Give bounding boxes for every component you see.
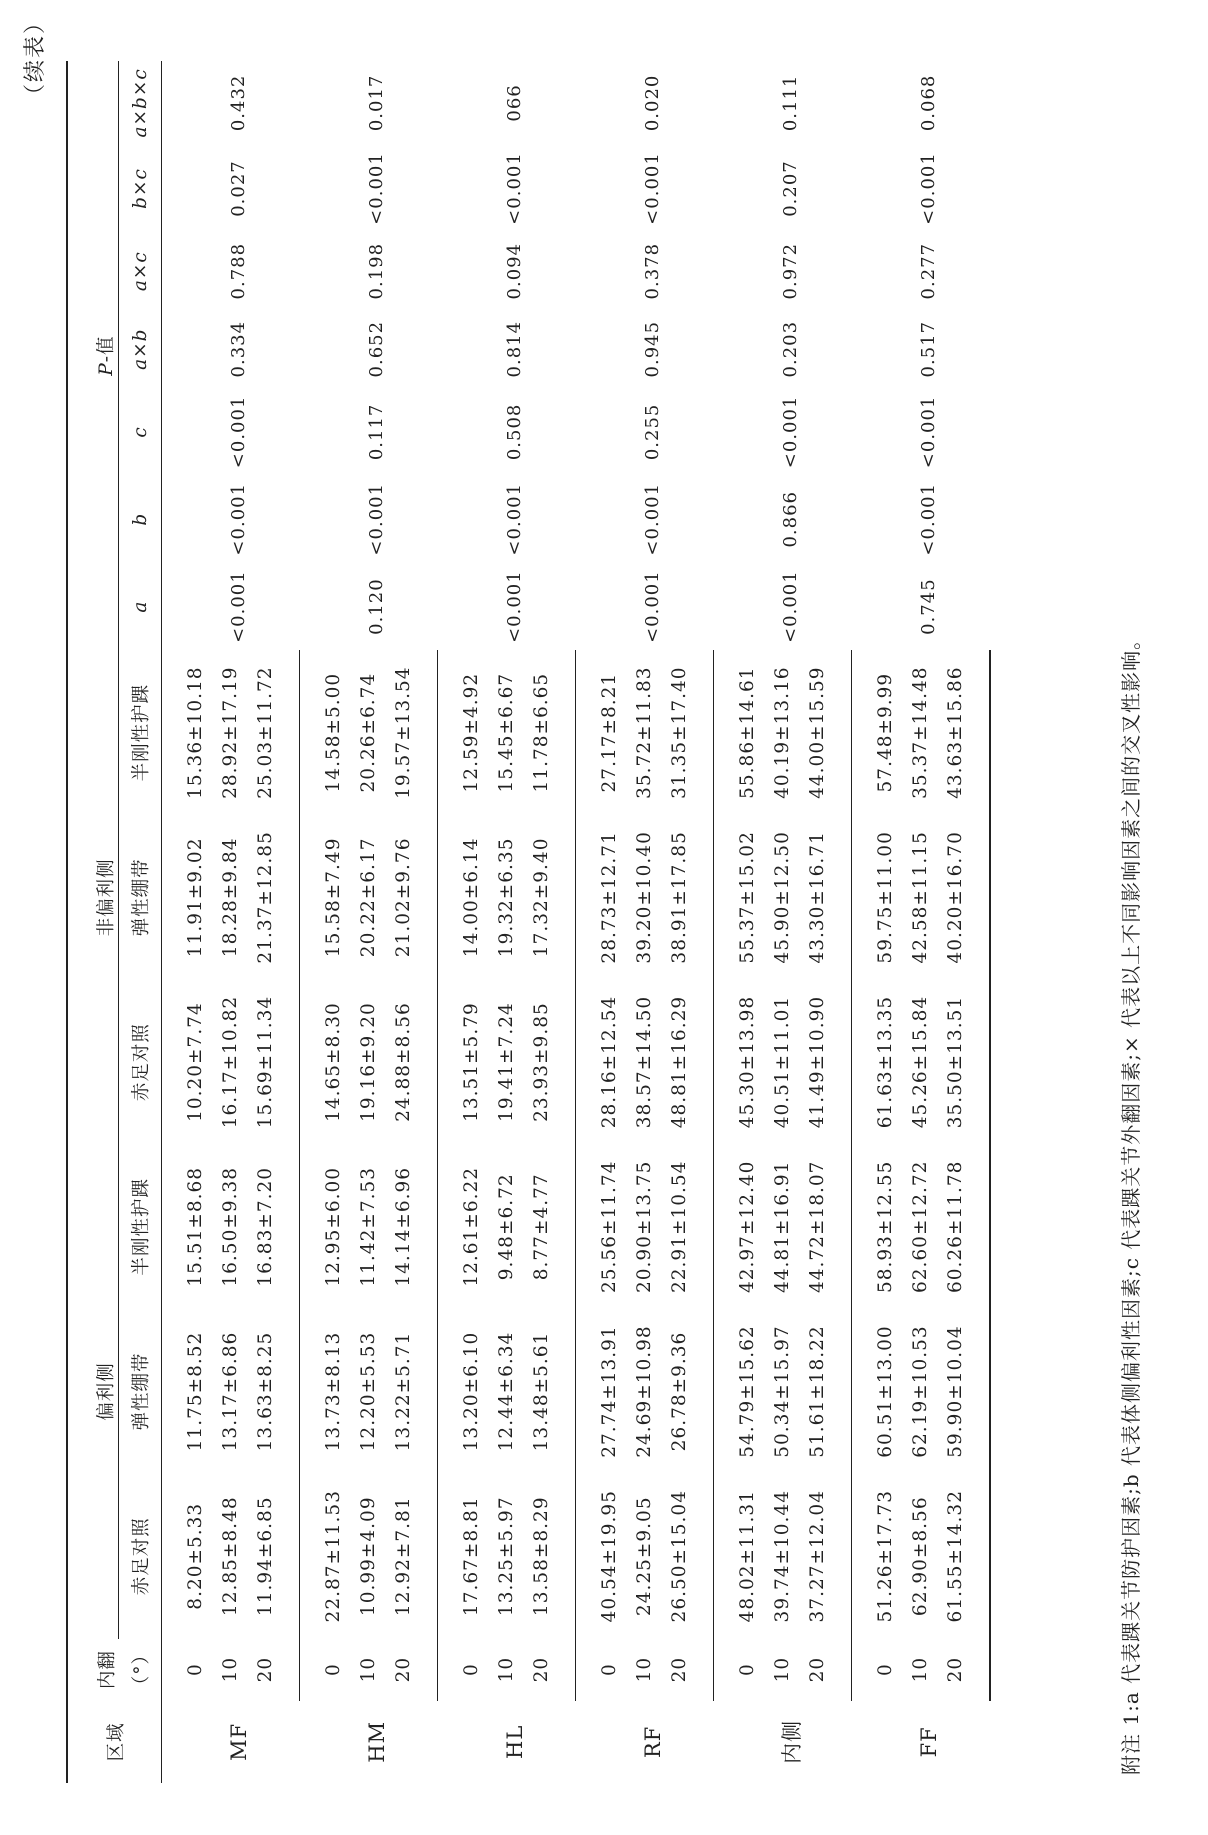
dominant-value-cell: 16.50±9.38	[220, 1166, 241, 1287]
table-row	[438, 61, 490, 1783]
nondominant-value-cell: 21.37±12.85	[248, 815, 300, 980]
header-region: 区域	[67, 1701, 162, 1783]
header-cond-nondom-1: 弹性绷带	[119, 815, 162, 980]
nondominant-value-cell: 31.35±17.40	[662, 650, 714, 815]
dominant-value-cell: 44.81±16.91	[772, 1160, 793, 1294]
p-value-cell: 0.972	[780, 242, 801, 300]
region-cell: FF	[916, 1726, 941, 1758]
p-symbol: P	[96, 362, 117, 376]
p-value-cell: <0.001	[918, 152, 940, 225]
region-cell: HM	[364, 1720, 389, 1763]
dominant-value-cell: 60.26±11.78	[938, 1144, 990, 1309]
header-cond-nondom-0: 赤足对照	[119, 980, 162, 1145]
region-group	[576, 61, 714, 1783]
nondominant-value-cell: 28.92±17.19	[220, 666, 241, 799]
nondominant-value-cell: 16.17±10.82	[220, 995, 241, 1129]
nondominant-value-cell: 11.91±9.02	[185, 837, 206, 958]
header-dominant-side: 偏利侧	[67, 1144, 119, 1638]
inversion-angle-cell: 20	[938, 1639, 990, 1701]
dominant-value-cell: 37.27±12.04	[800, 1474, 852, 1639]
nondominant-value-cell: 44.00±15.59	[800, 650, 852, 815]
nondominant-value-cell: 59.75±11.00	[875, 831, 896, 964]
nondominant-value-cell: 48.81±16.29	[662, 980, 714, 1145]
inversion-angle-cell: 20	[248, 1639, 300, 1701]
inversion-angle-cell: 10	[634, 1656, 655, 1683]
dominant-value-cell: 12.95±6.00	[323, 1166, 344, 1287]
dominant-value-cell: 13.17±6.86	[220, 1331, 241, 1452]
p-value-cell: 0.120	[366, 578, 387, 635]
dominant-value-cell: 39.74±10.44	[772, 1490, 793, 1623]
region-group	[300, 61, 438, 1783]
header-factor-3: a×b	[119, 310, 162, 388]
nondominant-value-cell: 25.03±11.72	[248, 650, 300, 815]
table-row	[162, 61, 214, 1783]
region-group	[438, 61, 576, 1783]
nondominant-value-cell: 18.28±9.84	[220, 837, 241, 958]
nondominant-value-cell: 42.58±11.15	[910, 831, 931, 964]
p-value-cell: 0.432	[228, 74, 250, 132]
p-value-cell: 0.255	[642, 403, 663, 461]
dominant-value-cell: 13.58±8.29	[524, 1474, 576, 1639]
p-value-cell: <0.001	[642, 152, 663, 225]
nondominant-value-cell: 40.19±13.16	[772, 666, 793, 799]
nondominant-value-cell: 38.91±17.85	[662, 815, 714, 980]
inversion-angle-cell: 20	[386, 1639, 438, 1701]
header-cond-nondom-2: 半刚性护踝	[119, 650, 162, 815]
dominant-value-cell: 11.75±8.52	[185, 1331, 206, 1452]
nondominant-value-cell: 23.93±9.85	[524, 980, 576, 1145]
header-factor-2: c	[119, 388, 162, 475]
p-value-cell: 0.334	[228, 320, 250, 378]
p-value-cell: <0.001	[642, 570, 663, 643]
nondominant-value-cell: 55.37±15.02	[737, 831, 758, 964]
dominant-value-cell: 11.42±7.53	[358, 1166, 379, 1287]
dominant-value-cell: 62.19±10.53	[910, 1325, 931, 1458]
p-value-cell: <0.001	[228, 395, 250, 469]
p-value-cell: 0.094	[504, 242, 525, 300]
dominant-value-cell: 8.20±5.33	[185, 1502, 206, 1610]
nondominant-value-cell: 17.32±9.40	[524, 815, 576, 980]
header-factor-4: a×c	[119, 232, 162, 310]
p-value-cell: 0.207	[780, 160, 801, 217]
dominant-value-cell: 54.79±15.62	[737, 1325, 758, 1458]
dominant-value-cell: 9.48±6.72	[496, 1173, 517, 1281]
dominant-value-cell: 58.93±12.55	[875, 1160, 896, 1294]
inversion-angle-cell: 20	[800, 1639, 852, 1701]
inversion-angle-cell: 0	[323, 1663, 344, 1677]
dominant-value-cell: 61.55±14.32	[938, 1474, 990, 1639]
dominant-value-cell: 13.63±8.25	[248, 1309, 300, 1474]
dominant-value-cell: 25.56±11.74	[599, 1160, 620, 1294]
p-value-cell: <0.001	[504, 570, 525, 643]
inversion-angle-cell: 0	[875, 1663, 896, 1677]
dominant-value-cell: 59.90±10.04	[938, 1309, 990, 1474]
region-cell: MF	[226, 1722, 251, 1761]
nondominant-value-cell: 20.26±6.74	[358, 672, 379, 793]
p-value-cell: <0.001	[918, 482, 940, 556]
dominant-value-cell: 16.83±7.20	[248, 1144, 300, 1309]
p-value-cell: 0.068	[918, 74, 940, 132]
nondominant-value-cell: 38.57±14.50	[634, 995, 655, 1129]
nondominant-value-cell: 61.63±13.35	[875, 995, 896, 1129]
p-value-cell: <0.001	[228, 482, 250, 556]
dominant-value-cell: 24.69±10.98	[634, 1325, 655, 1458]
inversion-angle-cell: 0	[461, 1663, 482, 1677]
dominant-value-cell: 12.92±7.81	[386, 1474, 438, 1639]
header-factor-5: b×c	[119, 145, 162, 232]
dominant-value-cell: 22.87±11.53	[323, 1490, 344, 1623]
nondominant-value-cell: 20.22±6.17	[358, 837, 379, 958]
region-group	[852, 61, 991, 1783]
p-value-cell: 0.378	[642, 242, 663, 300]
dominant-value-cell: 20.90±13.75	[634, 1160, 655, 1294]
table-row	[300, 61, 352, 1783]
nondominant-value-cell: 15.36±10.18	[185, 666, 206, 799]
inversion-angle-cell: 20	[662, 1639, 714, 1701]
p-value-cell: <0.001	[780, 395, 801, 469]
nondominant-value-cell: 15.69±11.34	[248, 980, 300, 1145]
dominant-value-cell: 26.50±15.04	[662, 1474, 714, 1639]
p-value-cell: 0.652	[366, 320, 387, 378]
nondominant-value-cell: 14.00±6.14	[461, 837, 482, 958]
dominant-value-cell: 13.20±6.10	[461, 1331, 482, 1452]
dominant-value-cell: 40.54±19.95	[599, 1490, 620, 1623]
header-factor-6: a×b×c	[119, 61, 162, 145]
inversion-angle-cell: 10	[772, 1656, 793, 1683]
inversion-angle-cell: 0	[185, 1663, 206, 1677]
dominant-value-cell: 42.97±12.40	[737, 1160, 758, 1294]
nondominant-value-cell: 27.17±8.21	[599, 672, 620, 793]
nondominant-value-cell: 19.57±13.54	[386, 650, 438, 815]
p-value-cell: 0.814	[504, 320, 525, 378]
continued-label: （续表）	[23, 10, 48, 107]
nondominant-value-cell: 57.48±9.99	[875, 672, 896, 793]
nondominant-value-cell: 10.20±7.74	[185, 1002, 206, 1122]
table-row	[576, 61, 628, 1783]
nondominant-value-cell: 12.59±4.92	[461, 672, 482, 793]
nondominant-value-cell: 39.20±10.40	[634, 831, 655, 964]
dominant-value-cell: 12.44±6.34	[496, 1331, 517, 1452]
nondominant-value-cell: 15.45±6.67	[496, 672, 517, 793]
p-value-cell: 0.020	[642, 74, 663, 132]
p-value-cell: 0.508	[504, 403, 525, 461]
nondominant-value-cell: 14.65±8.30	[323, 1002, 344, 1122]
dominant-value-cell: 10.99±4.09	[358, 1496, 379, 1617]
nondominant-value-cell: 35.50±13.51	[938, 980, 990, 1145]
p-value-cell: 0.017	[366, 74, 387, 132]
nondominant-value-cell: 13.51±5.79	[461, 1002, 482, 1122]
inversion-angle-cell: 10	[358, 1656, 379, 1683]
p-value-cell: 0.203	[780, 320, 801, 378]
header-inversion: 内翻	[67, 1639, 119, 1701]
p-value-cell: <0.001	[504, 152, 525, 225]
dominant-value-cell: 27.74±13.91	[599, 1325, 620, 1458]
p-value-cell: <0.001	[366, 152, 387, 225]
nondominant-value-cell: 40.51±11.01	[772, 995, 793, 1129]
inversion-angle-cell: 10	[496, 1656, 517, 1683]
inversion-angle-cell: 0	[599, 1663, 620, 1677]
dominant-value-cell: 62.90±8.56	[910, 1496, 931, 1617]
p-value-cell: 0.277	[918, 242, 940, 300]
header-p-value	[67, 61, 119, 650]
dominant-value-cell: 51.61±18.22	[800, 1309, 852, 1474]
p-value-cell: <0.001	[642, 482, 663, 556]
dominant-value-cell: 44.72±18.07	[800, 1144, 852, 1309]
nondominant-value-cell: 11.78±6.65	[524, 650, 576, 815]
p-value-cell: <0.001	[504, 482, 525, 556]
dominant-value-cell: 24.25±9.05	[634, 1496, 655, 1617]
dominant-value-cell: 12.85±8.48	[220, 1496, 241, 1617]
dominant-value-cell: 13.48±5.61	[524, 1309, 576, 1474]
dominant-value-cell: 51.26±17.73	[875, 1490, 896, 1623]
p-value-cell: 0.788	[228, 242, 250, 300]
nondominant-value-cell: 45.30±13.98	[737, 995, 758, 1129]
p-value-cell: <0.001	[780, 570, 801, 643]
nondominant-value-cell: 19.32±6.35	[496, 837, 517, 958]
nondominant-value-cell: 28.16±12.54	[599, 995, 620, 1129]
nondominant-value-cell: 41.49±10.90	[800, 980, 852, 1145]
nondominant-value-cell: 21.02±9.76	[386, 815, 438, 980]
nondominant-value-cell: 15.58±7.49	[323, 837, 344, 958]
nondominant-value-cell: 14.58±5.00	[323, 672, 344, 793]
header-cond-dom-2: 半刚性护踝	[119, 1144, 162, 1309]
inversion-angle-cell: 20	[524, 1639, 576, 1701]
nondominant-value-cell: 55.86±14.61	[737, 666, 758, 799]
nondominant-value-cell: 43.63±15.86	[938, 650, 990, 815]
nondominant-value-cell: 45.90±12.50	[772, 831, 793, 964]
nondominant-value-cell: 19.16±9.20	[358, 1002, 379, 1122]
p-value-cell: <0.001	[228, 570, 250, 643]
p-value-cell: 0.745	[918, 578, 940, 635]
p-value-cell: <0.001	[918, 395, 940, 469]
p-value-cell: 0.027	[228, 160, 250, 217]
dominant-value-cell: 48.02±11.31	[737, 1490, 758, 1623]
p-value-cell: 0.517	[918, 320, 940, 378]
p-value-cell: 0.111	[780, 74, 801, 132]
table-row	[852, 61, 904, 1783]
dominant-value-cell: 12.61±6.22	[461, 1166, 482, 1287]
nondominant-value-cell: 24.88±8.56	[386, 980, 438, 1145]
p-value-cell: 0.866	[780, 490, 801, 548]
nondominant-value-cell: 43.30±16.71	[800, 815, 852, 980]
inversion-angle-cell: 10	[910, 1656, 931, 1683]
nondominant-value-cell: 35.37±14.48	[910, 666, 931, 799]
dominant-value-cell: 13.22±5.71	[386, 1309, 438, 1474]
inversion-angle-cell: 10	[220, 1656, 241, 1683]
nondominant-value-cell: 28.73±12.71	[599, 831, 620, 964]
nondominant-value-cell: 40.20±16.70	[938, 815, 990, 980]
region-group	[162, 61, 300, 1783]
dominant-value-cell: 17.67±8.81	[461, 1496, 482, 1617]
header-nondominant-side: 非偏利侧	[67, 650, 119, 1144]
p-value-cell: 0.198	[366, 242, 387, 300]
dominant-value-cell: 13.73±8.13	[323, 1331, 344, 1452]
nondominant-value-cell: 35.72±11.83	[634, 666, 655, 799]
dominant-value-cell: 15.51±8.68	[185, 1166, 206, 1287]
dominant-value-cell: 26.78±9.36	[662, 1309, 714, 1474]
dominant-value-cell: 12.20±5.53	[358, 1331, 379, 1452]
nondominant-value-cell: 19.41±7.24	[496, 1002, 517, 1122]
region-group	[714, 61, 852, 1783]
header-factor-1: b	[119, 476, 162, 563]
region-cell: HL	[502, 1724, 527, 1759]
dominant-value-cell: 50.34±15.97	[772, 1325, 793, 1458]
dominant-value-cell: 22.91±10.54	[662, 1144, 714, 1309]
p-value-cell: 0.117	[366, 403, 387, 461]
header-cond-dom-1: 弹性绷带	[119, 1309, 162, 1474]
nondominant-value-cell: 45.26±15.84	[910, 995, 931, 1129]
dominant-value-cell: 62.60±12.72	[910, 1160, 931, 1294]
region-cell: RF	[640, 1725, 665, 1759]
header-inversion-unit: （°）	[119, 1639, 162, 1701]
table-row	[714, 61, 766, 1783]
p-value-cell: <0.001	[366, 482, 387, 556]
inversion-angle-cell: 0	[737, 1663, 758, 1677]
p-value-cell: 0.945	[642, 320, 663, 378]
dominant-value-cell: 11.94±6.85	[248, 1474, 300, 1639]
p-value-cell: 066	[504, 84, 525, 122]
dominant-value-cell: 8.77±4.77	[524, 1144, 576, 1309]
header-factor-0: a	[119, 563, 162, 650]
footnote: 附注 1:a 代表踝关节防护因素;b 代表体侧偏利性因素;c 代表踝关节外翻因素;× 代表以上不同影响因素之间的交叉性影响。	[1119, 628, 1143, 1775]
dominant-value-cell: 13.25±5.97	[496, 1496, 517, 1617]
header-cond-dom-0: 赤足对照	[119, 1474, 162, 1639]
results-table	[66, 61, 991, 1783]
dominant-value-cell: 60.51±13.00	[875, 1325, 896, 1458]
dominant-value-cell: 14.14±6.96	[386, 1144, 438, 1309]
p-suffix: -值	[96, 335, 117, 363]
region-cell: 内侧	[779, 1719, 804, 1764]
